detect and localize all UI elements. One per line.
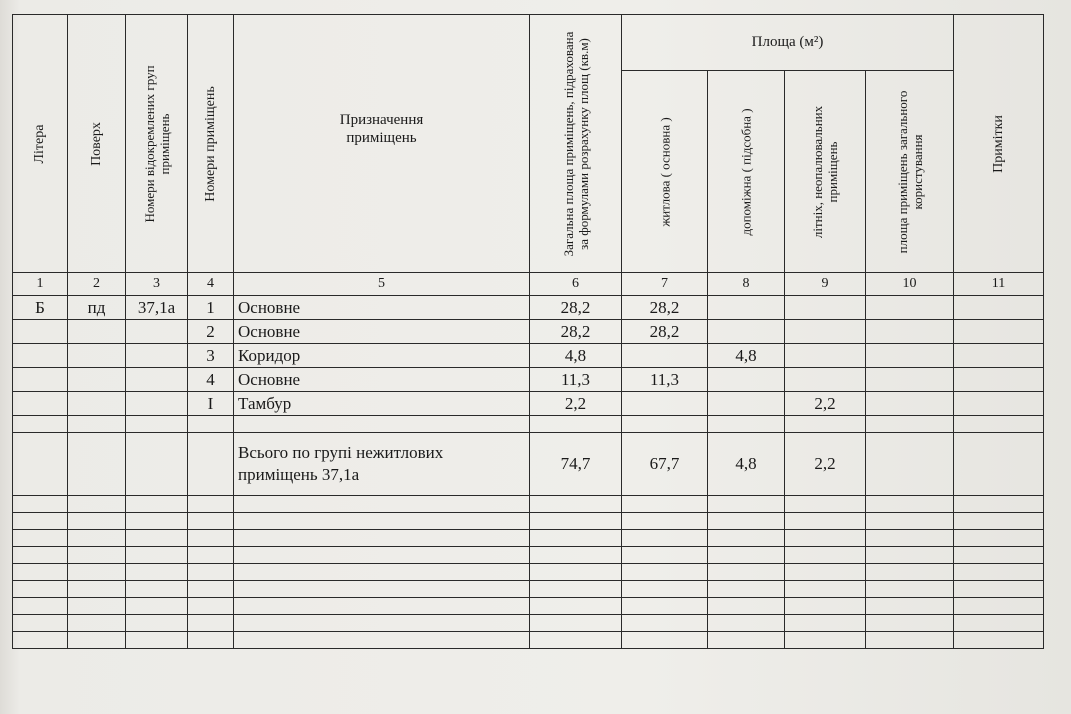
total-summer-value: 2,2 <box>785 433 866 496</box>
column-number: 9 <box>785 273 866 296</box>
total-residential-value: 67,7 <box>622 433 708 496</box>
total-area-value: 74,7 <box>530 433 622 496</box>
cell-litera <box>13 344 68 368</box>
column-number: 3 <box>126 273 188 296</box>
cell-room: 4 <box>188 368 234 392</box>
cell-room: 1 <box>188 296 234 320</box>
column-number: 4 <box>188 273 234 296</box>
cell-purpose: Коридор <box>234 344 530 368</box>
column-number: 8 <box>708 273 785 296</box>
cell-common <box>866 320 954 344</box>
cell-summer: 2,2 <box>785 392 866 416</box>
table-row <box>13 392 1044 416</box>
cell-total: 11,3 <box>530 368 622 392</box>
cell-residential <box>622 392 708 416</box>
cell-notes <box>954 392 1044 416</box>
cell-residential: 28,2 <box>622 320 708 344</box>
cell-common <box>866 344 954 368</box>
cell-notes <box>954 368 1044 392</box>
cell-litera <box>13 368 68 392</box>
cell-auxiliary <box>708 368 785 392</box>
table-row <box>13 368 1044 392</box>
header-floor: Поверх <box>68 15 126 273</box>
cell-group <box>126 344 188 368</box>
cell-common <box>866 368 954 392</box>
cell-total: 28,2 <box>530 296 622 320</box>
cell-notes <box>954 344 1044 368</box>
column-number: 7 <box>622 273 708 296</box>
cell-auxiliary <box>708 320 785 344</box>
cell-notes <box>954 296 1044 320</box>
table-row <box>13 320 1044 344</box>
cell-floor <box>68 320 126 344</box>
cell-summer <box>785 320 866 344</box>
total-row <box>13 433 1044 496</box>
cell-common <box>866 296 954 320</box>
total-auxiliary-value: 4,8 <box>708 433 785 496</box>
column-number-row <box>13 273 1044 296</box>
cell-litera <box>13 392 68 416</box>
cell-purpose: Основне <box>234 296 530 320</box>
cell-floor <box>68 344 126 368</box>
header-litera: Літера <box>13 15 68 273</box>
room-area-table <box>12 14 1044 649</box>
column-number: 6 <box>530 273 622 296</box>
table-row <box>13 344 1044 368</box>
cell-room: 2 <box>188 320 234 344</box>
cell-auxiliary <box>708 296 785 320</box>
cell-summer <box>785 296 866 320</box>
cell-summer <box>785 344 866 368</box>
cell-floor <box>68 392 126 416</box>
column-number: 5 <box>234 273 530 296</box>
table-row <box>13 296 1044 320</box>
cell-residential <box>622 344 708 368</box>
blank-row <box>13 416 1044 433</box>
cell-auxiliary: 4,8 <box>708 344 785 368</box>
cell-litera <box>13 320 68 344</box>
header-purpose: Призначення приміщень <box>234 15 530 273</box>
header-total-area: Загальна площа приміщень, підрахована за формулами розрахунку площ (кв.м) <box>530 15 622 273</box>
cell-purpose: Тамбур <box>234 392 530 416</box>
cell-auxiliary <box>708 392 785 416</box>
cell-notes <box>954 320 1044 344</box>
column-number: 11 <box>954 273 1044 296</box>
header-group-numbers: Номери відокремлених груп приміщень <box>126 15 188 273</box>
header-notes: Примітки <box>954 15 1044 273</box>
header-summer: літніх, неопалювальних приміщень <box>785 71 866 273</box>
cell-room: 3 <box>188 344 234 368</box>
cell-purpose: Основне <box>234 320 530 344</box>
cell-total: 2,2 <box>530 392 622 416</box>
header-auxiliary: допоміжна ( підсобна ) <box>708 71 785 273</box>
cell-group: 37,1а <box>126 296 188 320</box>
cell-litera: Б <box>13 296 68 320</box>
header-area-group: Площа (м²) <box>622 15 954 71</box>
cell-total: 28,2 <box>530 320 622 344</box>
cell-room: I <box>188 392 234 416</box>
cell-summer <box>785 368 866 392</box>
cell-purpose: Основне <box>234 368 530 392</box>
cell-common <box>866 392 954 416</box>
column-number: 2 <box>68 273 126 296</box>
header-residential: житлова ( основна ) <box>622 71 708 273</box>
cell-residential: 28,2 <box>622 296 708 320</box>
cell-residential: 11,3 <box>622 368 708 392</box>
cell-group <box>126 368 188 392</box>
header-common: площа приміщень загального користування <box>866 71 954 273</box>
cell-total: 4,8 <box>530 344 622 368</box>
column-number: 1 <box>13 273 68 296</box>
total-label: Всього по групі нежитлових приміщень 37,1а <box>234 433 530 496</box>
cell-group <box>126 392 188 416</box>
column-number: 10 <box>866 273 954 296</box>
cell-group <box>126 320 188 344</box>
cell-floor <box>68 368 126 392</box>
header-room-numbers: Номери приміщень <box>188 15 234 273</box>
cell-floor: пд <box>68 296 126 320</box>
